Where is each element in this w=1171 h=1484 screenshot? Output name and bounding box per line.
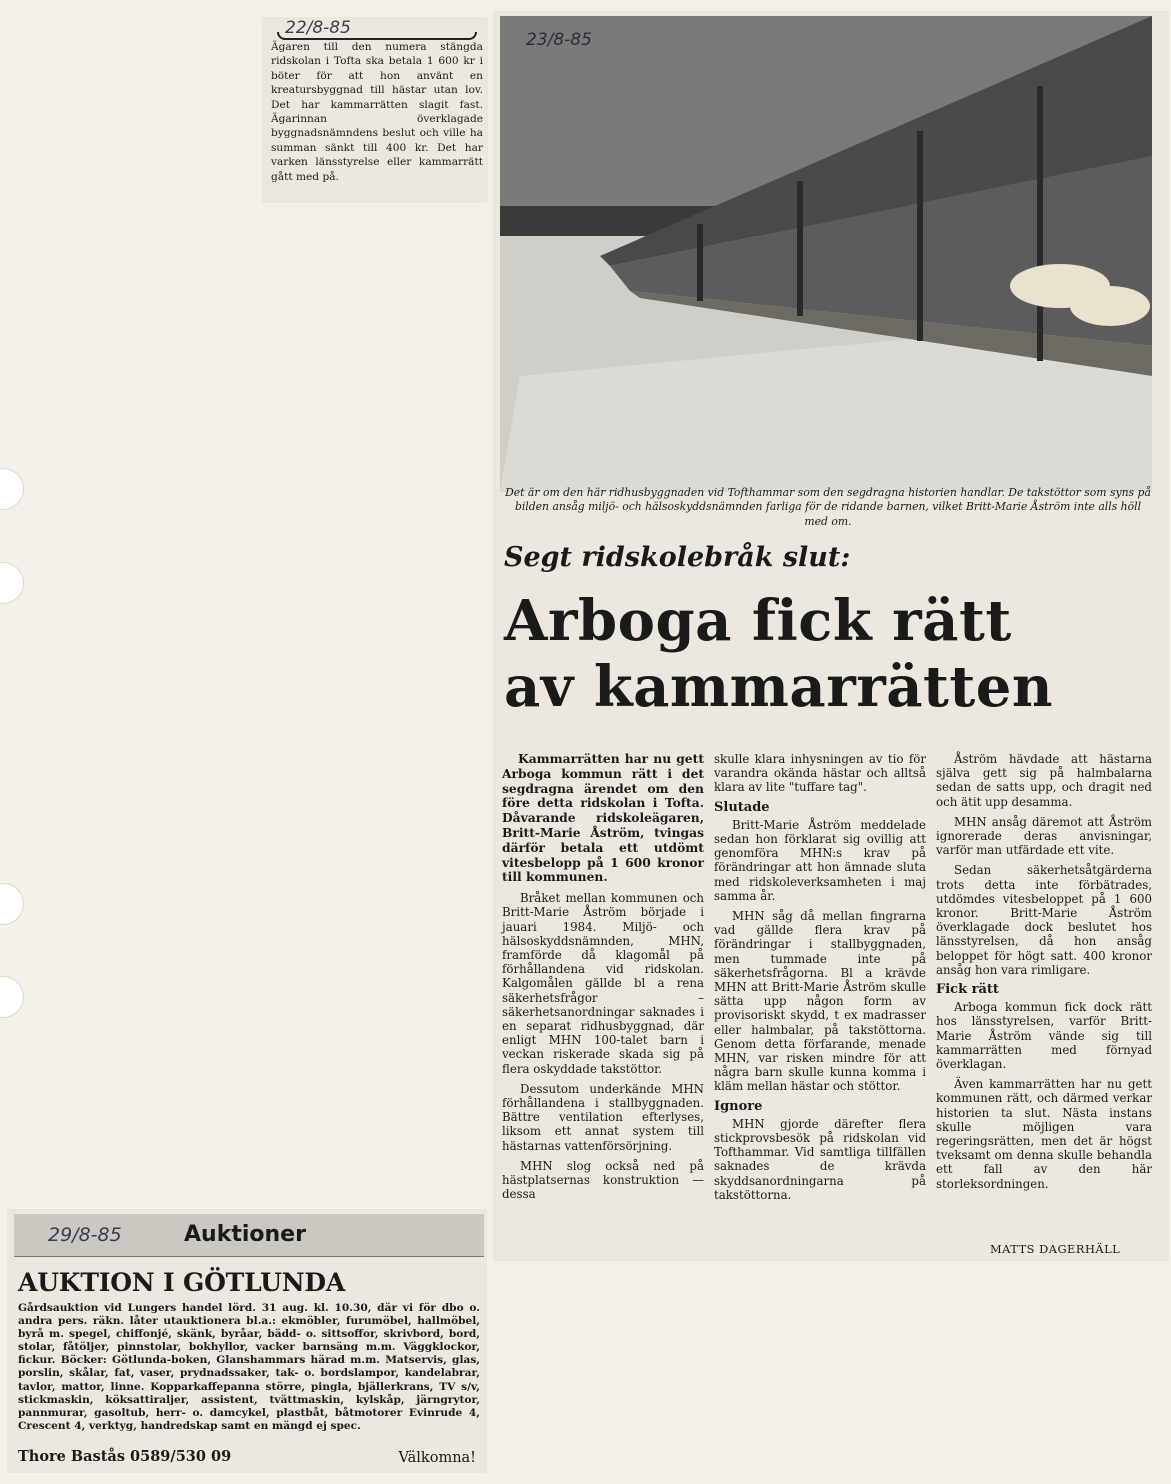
paragraph: Även kammarrätten har nu gett kommunen rätt, och därmed verkar historien ta slut. Nästa instans skulle möjligen vara regeringsrätten, men det är högst tveksamt om denna skulle behandla ett fall av den här storleksordningen. <box>936 1077 1152 1191</box>
paragraph: Dessutom underkände MHN förhållandena i stallbyggnaden. Bättre ventilation efterlyses, liksom ett annat system till hästarnas vattenförsörjning. <box>502 1081 704 1153</box>
auction-title: AUKTION I GÖTLUNDA <box>18 1268 346 1297</box>
paragraph: Åström hävdade att hästarna själva gett sig på halmbalarna sedan de satts upp, och dragit ned och ätit upp desamma. <box>936 752 1152 809</box>
handwritten-date: 23/8-85 <box>526 30 592 50</box>
subheading: Fick rätt <box>936 982 999 998</box>
paragraph: Britt-Marie Åström meddelade sedan hon förklarat sig ovillig att genomföra MHN:s krav på förändringar att hon ämnade sluta med ridskoleverksamheten i maj samma år. <box>714 817 926 903</box>
notice-clipping <box>263 18 487 202</box>
paragraph: Sedan säkerhetsåtgärderna trots detta inte förbätrades, utdömdes vitesbeloppet på 1 600 kronor. Britt-Marie Åström överklagade dock beslutet hos länsstyrelsen, då hon ansåg beloppet för högt satt. 400 kronor ansåg hon vara rimligare. <box>936 863 1152 977</box>
section-bar <box>14 1214 484 1257</box>
article-headline <box>504 588 1154 720</box>
handwritten-date: 22/8-85 <box>285 18 351 38</box>
section-title: Auktioner <box>184 1222 306 1247</box>
auction-body: Gårdsauktion vid Lungers handel lörd. 31 aug. kl. 10.30, där vi för dbo o. andra pers. räkn. låter utauktionera bl.a.: ekmöbler, furumöbel, hallmöbel, byrå m. spegel, chiffonjé, skänk, byråar, bädd- o. sittsoffor, skrivbord, bord, stolar, fåtöljer, pinnstolar, bokhyllor, vacker barnsäng m.m. Väggklockor, fickur. Böcker: Götlunda-boken, Glanshammars härad m.m. Matservis, glas, porslin, skålar, fat, vaser, prydnadssaker, tak- o. bordslampor, kandelabrar, tavlor, mattor, linne. Kopparkaffepanna större, pingla, bjällerkrans, TV s/v, stickmaskin, köksattiraljer, assistent, tvättmaskin, kylskåp, järngrytor, pannmurar, gasoltub, herr- o. damcykel, plastbåt, båtmotorer Evinrude 4, Crescent 4, verktyg, handredskap samt en mängd ej spec. <box>18 1302 480 1432</box>
punch-hole <box>0 976 24 1018</box>
paragraph: MHN slog också ned på hästplatsernas konstruktion — dessa <box>502 1158 704 1202</box>
subheading: Slutade <box>714 799 770 815</box>
byline: MATTS DAGERHÄLL <box>990 1242 1121 1256</box>
punch-hole <box>0 468 24 510</box>
paragraph: Bråket mellan kommunen och Britt-Marie Åström började i jauari 1984. Miljö- och hälsoskyddsnämnden, MHN, framförde då klagomål på förhållandena vid ridskolan. Kalgomålen gällde bl a rena säkerhetsfrågor – säkerhetsanordningar saknades i en separat ridhusbyggnad, där enligt MHN 100-talet barn i veckan riskerade skada sig på flera oskyddade takstöttor. <box>502 891 704 1076</box>
punch-hole <box>0 562 24 604</box>
riding-hall-illustration <box>500 16 1152 492</box>
article-clipping <box>494 12 1168 1260</box>
punch-hole <box>0 883 24 925</box>
photo-caption: Det är om den här ridhusbyggnaden vid Tofthammar som den segdragna historien handlar. De takstöttor som syns på bilden ansåg miljö- och hälsoskyddsnämnden farliga för de ridande barnen, vilket Britt-Marie Åström inte alls höll med om. <box>505 486 1151 528</box>
article-lead: Kammarrätten har nu gett Arboga kommun rätt i det segdragna ärendet om den före detta ridskolan i Tofta. Dåvarande ridskoleägaren, Britt-Marie Åström, tvingas därför betala ett utdömt vitesbelopp på 1 600 kronor till kommunen. <box>502 751 704 885</box>
article-column-2 <box>714 752 926 1208</box>
headline-line-2: av kammarrätten <box>504 654 1054 720</box>
article-column-1 <box>502 752 704 1207</box>
notice-text: Ägaren till den numera stängda ridskolan i Tofta ska betala 1 600 kr i böter för att hon använt en kreatursbyggnad till hästar utan lov. Det har kammarrätten slagit fast. Ägarinnan överklagade byggnadsnämndens beslut och ville ha summan sänkt till 400 kr. Det har varken länsstyrelse eller kammarrätt gått med på. <box>271 41 483 183</box>
auction-welcome: Välkomna! <box>398 1450 476 1466</box>
article-kicker: Segt ridskolebråk slut: <box>504 542 851 573</box>
paragraph: MHN såg då mellan fingrarna vad gällde flera krav på förändringar i stallbyggnaden, men tummade inte på säkerhetsfrågorna. Bl a krävde MHN att Britt-Marie Åström skulle sätta upp någon form av provisoriskt skydd, t ex madrasser eller halmbalar, på takstöttorna. Genom detta förfarande, menade MHN, var risken mindre för att några barn skulle kunna komma i kläm mellan hästar och stöttor. <box>714 909 926 1094</box>
article-column-3 <box>936 752 1152 1197</box>
handwritten-date: 29/8-85 <box>48 1224 122 1246</box>
auction-ad-clipping <box>8 1210 486 1472</box>
paragraph: Arboga kommun fick dock rätt hos länsstyrelsen, varför Britt-Marie Åström vände sig till kammarrätten med förnyad överklagan. <box>936 1000 1152 1072</box>
subheading: Ignore <box>714 1098 763 1114</box>
riding-hall-photo <box>500 16 1152 492</box>
auction-contact: Thore Bastås 0589/530 09 <box>18 1448 232 1465</box>
paragraph: MHN ansåg däremot att Åström ignorerade deras anvisningar, varför man utfärdade ett vite. <box>936 814 1152 858</box>
paragraph: MHN gjorde därefter flera stickprovsbesök på ridskolan vid Tofthammar. Vid samtliga tillfällen saknades de krävda skyddsanordningarna på takstöttorna. <box>714 1116 926 1202</box>
paragraph: skulle klara inhysningen av tio för varandra okända hästar och alltså klara av lite "tuffare tag". <box>714 752 926 795</box>
headline-line-1: Arboga fick rätt <box>504 588 1012 654</box>
